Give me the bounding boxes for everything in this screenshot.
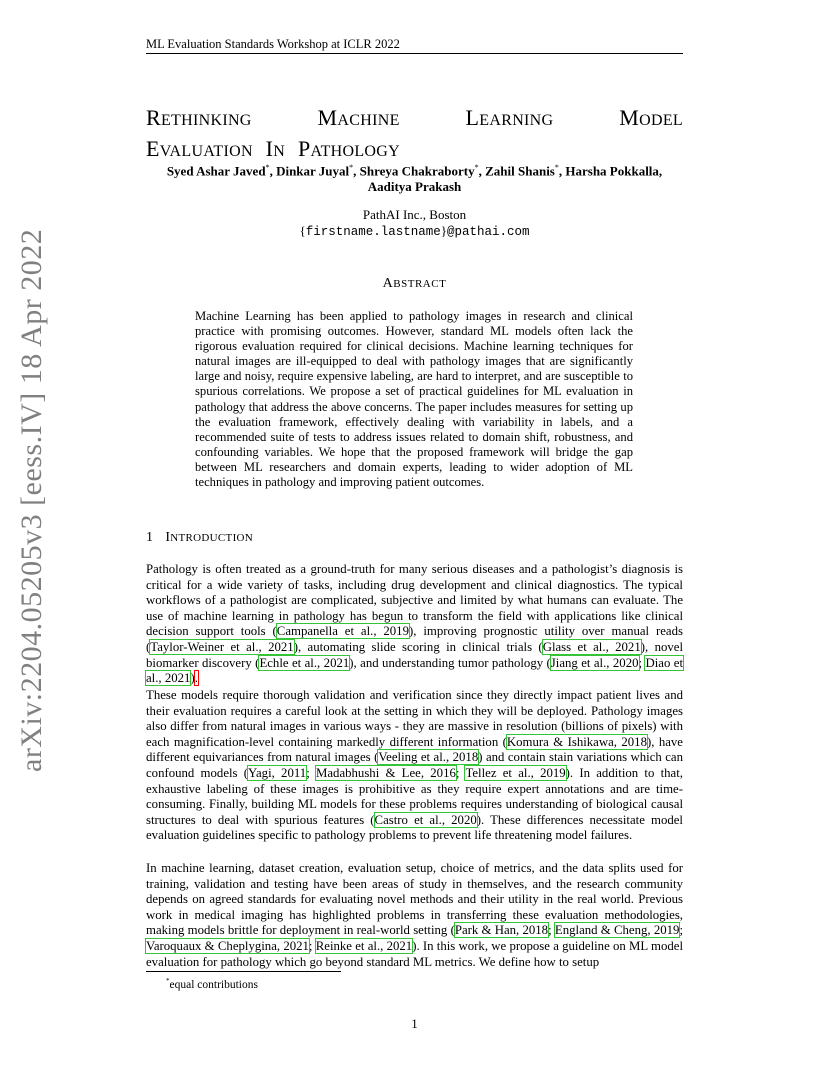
equal-contribution-mark: * [349,163,354,172]
page-number: 1 [411,1016,418,1031]
text-run: ), improving prognostic utility over manual reads ( [146,624,683,654]
citation-link[interactable]: England & Cheng, 2019 [554,923,680,938]
text-run: ; [679,923,684,938]
text-run: Pathology is often treated as a ground-truth for many serious diseases and a pathologist’s diagnosis is critical for a wide variety of tasks, including drug development and clinical diagnostics. The typical workflows of a pathologist are complicated, subjective and limited by what humans can evaluate. The use of machine learning in pathology has begun to transform the field with applications like clinical decision support tools ( [146,562,683,639]
citation-link[interactable]: Tellez et al., 2019 [465,765,566,780]
intro-paragraph-3 [146,861,683,970]
author-list [146,160,683,195]
text-run: ), have different equivariances from natural images ( [146,734,683,765]
affiliation: PathAI Inc., Boston [362,207,467,222]
intro-paragraph-1 [146,562,683,687]
text-run: ; [306,765,316,780]
citation-link[interactable]: Echle et al., 2021 [259,655,350,670]
title-line-1 [146,104,683,135]
title-word: PATHOLOGY [297,136,401,161]
title-word: MACHINE [317,105,400,130]
text-run: ; [308,938,316,953]
email-brace-close: } [440,223,447,238]
author-name: Syed Ashar Javed [166,163,266,179]
title-word: EVALUATION [146,136,253,161]
citation-link[interactable]: Taylor-Weiner et al., 2021 [150,639,294,654]
section-heading [146,530,253,546]
text-run: ), novel biomarker discovery ( [146,639,684,670]
text-run: ). In this work, we propose a guideline on ML model evaluation for pathology which go beyond standard ML metrics. We define how to setup [146,938,683,969]
text-run: ; [548,923,555,938]
header-rule [146,53,683,54]
title-word: LEARNING [465,105,554,130]
citation-link[interactable]: Komura & Ishikawa, 2018 [506,734,647,749]
footnote-rule [146,971,341,972]
footnote-link[interactable]: . [194,671,198,686]
text-run: These models require thorough validation and verification since they directly impact patient lives and their evaluation requires a careful look at the setting in which they will be deployed. Pathology images also differ from natural images in various ways - they are massive in resolution (billions of pixels) with each magnification-level containing markedly different information ( [146,688,683,749]
text-run: ; [638,655,646,670]
footnote [166,977,258,991]
arxiv-identifier: arXiv:2204.05205v3 [eess.IV] 18 Apr 2022 [15,228,48,772]
author-name: Dinkar Juyal [276,163,350,179]
citation-link[interactable]: Campanella et al., 2019 [276,624,409,639]
equal-contribution-mark: * [474,163,479,172]
citation-link[interactable]: Diao et al., 2021 [146,655,684,686]
author-line-1: Syed Ashar Javed*, Dinkar Juyal*, Shreya Chakraborty*, Zahil Shanis*, Harsha Pokkalla, [166,163,663,179]
abstract-heading [146,276,683,292]
citation-link[interactable]: Madabhushi & Lee, 2016 [315,765,456,780]
text-run: ), automating slide scoring in clinical trials ( [293,639,543,654]
citation-link[interactable]: Varoquaux & Cheplygina, 2021 [146,938,309,953]
author-name: Harsha Pokkalla, [565,163,663,179]
abstract-heading-text: ABSTRACT [382,276,447,291]
citation-link[interactable]: Glass et al., 2021 [542,639,641,654]
citation-link[interactable]: Veeling et al., 2018 [378,750,479,765]
email-brace-open: { [299,223,306,238]
author-name: Aaditya Prakash [367,179,462,195]
email-local: firstname.lastname [305,225,441,239]
footnote-text: equal contributions [169,978,258,991]
author-name: Zahil Shanis [485,163,555,179]
text-run: ; [455,765,466,780]
text-run: ), and understanding tumor pathology ( [349,655,551,670]
email[interactable] [146,223,683,240]
title-word: IN [265,136,286,161]
equal-contribution-mark: * [554,163,559,172]
abstract-text: Machine Learning has been applied to pathology images in research and clinical practice with promising outcomes. However, standard ML models often lack the rigorous evaluation required for clinical decisions. Machine learning techniques for natural images are ill-equipped to deal with pathology images that are significantly large and noisy, require expensive labeling, are hard to interpret, and are susceptible to spurious correlations. We propose a set of practical guidelines for ML evaluation in pathology that address the above concerns. The paper includes measures for setting up the evaluation framework, effectively dealing with variability in labels, and a recommended suite of tests to address issues related to domain shift, robustness, and confounding variables. We hope that the proposed framework will bridge the gap between ML researchers and domain experts, leading to wider adoption of ML techniques in pathology and improving patient outcomes. [195,309,633,490]
arxiv-stamp[interactable] [10,228,54,772]
text-run: ). These differences necessitate model evaluation guidelines specific to pathology problems to prevent life threatening model failures. [146,812,683,843]
affiliation-block [146,207,683,240]
citation-link[interactable]: Park & Han, 2018 [454,923,549,938]
title-word: MODEL [619,105,683,130]
running-head: ML Evaluation Standards Workshop at ICLR 2022 [146,37,400,51]
citation-link[interactable]: Reinke et al., 2021 [315,938,413,953]
text-run: ) and contain stain variations which can confound models ( [146,750,683,780]
equal-contribution-mark: * [265,163,270,172]
citation-link[interactable]: Yagi, 2011 [248,765,307,780]
citation-link[interactable]: Castro et al., 2020 [374,812,477,827]
email-domain: @pathai.com [447,225,530,239]
intro-paragraph-2 [146,688,683,844]
footnote-mark: * [166,977,170,985]
section-title: INTRODUCTION [165,530,254,545]
text-run: In machine learning, dataset creation, evaluation setup, choice of metrics, and the data splits used for training, validation and testing have been areas of study in themselves, and the research community depends on agreed standards for evaluating novel methods and their utility in the real world. Previous work in medical imaging has highlighted problems in transferring these evaluation methodologies, making models brittle for deployment in real-world setting ( [146,861,683,938]
citation-link[interactable]: Jiang et al., 2020 [550,655,639,670]
title-word: RETHINKING [146,105,252,130]
text-run: ). In addition to that, exhaustive labeling of these images is prohibitive as they require expert annotations and are time-consuming. Finally, building ML models for these problems requires understanding of biological causal structures to deal with spurious features ( [146,765,683,827]
author-name: Shreya Chakraborty [359,163,475,179]
section-number: 1 [146,530,154,545]
text-run: ) [190,671,195,686]
paper-title [146,104,683,166]
